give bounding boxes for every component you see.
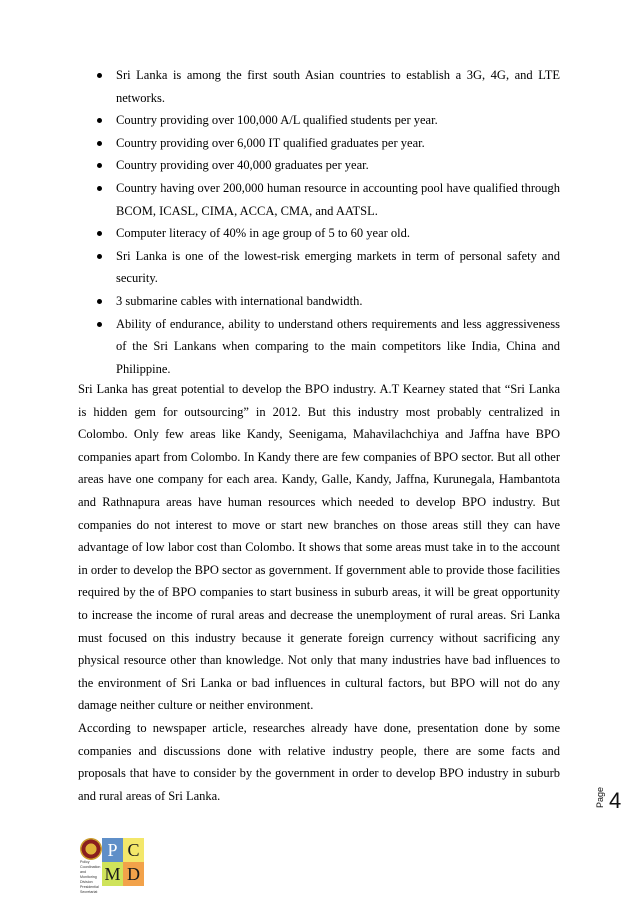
bullet-text: Country having over 200,000 human resource in accounting pool have qualified through BCOM, ICASL, CIMA, ACCA, CMA, and AATSL. [116, 180, 560, 218]
bullet-item [78, 290, 560, 313]
emblem-icon [80, 838, 102, 860]
paragraph: Sri Lanka has great potential to develop the BPO industry. A.T Kearney stated that “Sri Lanka is hidden gem for outsourcing” in 2012. But this industry most probably centralized in Colombo. Only few areas like Kandy, Seenigama, Mahavilachchiya and Jaffna have BPO companies apart from Colombo. In Kandy there are few companies of BPO sector. But all other areas have one company for each area. Kandy, Galle, Kandy, Jaffna, Kurunegala, Hambantota and Rathnapura areas have human resources which needed to develop BPO industry. But companies do not interest to move or start new branches on those areas still they can have advantage of low labor cost than Colombo. It shows that some areas must take in to the account in order to develop the BPO sector as government. If government able to provide those facilities required by the of BPO companies to start business in suburb areas, it will be great opportunity to increase the income of rural areas and decrease the unemployment of rural areas. Sri Lanka must focused on this industry because it generate foreign currency without sacrificing any physical resource other than knowledge. Not only that many industries have bad influences to the environment of Sri Lanka or bad influences in cultural factors, but BPO will not do any damage neither culture or neither environment. [78, 382, 560, 713]
logo-letter-c: C [123, 838, 144, 862]
logo-letter-m: M [102, 862, 123, 886]
logo-letter-p: P [102, 838, 123, 862]
bullet-text: Sri Lanka is among the first south Asian countries to establish a 3G, 4G, and LTE networks. [116, 68, 560, 105]
org-name: Policy Coordination and Monitoring Division Presidential Secretariat [80, 860, 101, 894]
bullet-dot-icon [97, 141, 102, 146]
bullet-dot-icon [97, 299, 102, 304]
bullet-text: Country providing over 6,000 IT qualified graduates per year. [116, 135, 425, 150]
page-label: Page [595, 786, 605, 808]
page-number-value: 4 [609, 788, 622, 813]
bullet-item [78, 245, 560, 290]
bullet-text: Country providing over 40,000 graduates per year. [116, 158, 369, 173]
bullet-item [78, 109, 560, 132]
bullet-dot-icon [97, 186, 102, 191]
bullet-dot-icon [97, 231, 102, 236]
bullet-dot-icon [97, 118, 102, 123]
bullet-item [78, 177, 560, 222]
paragraph: According to newspaper article, researches already have done, presentation done by some companies and discussions done with relative industry people, there are some facts and proposals that have to consider by the government in order to develop BPO industry in suburb and rural areas of Sri Lanka. [78, 720, 560, 803]
bullet-text: Ability of endurance, ability to understand others requirements and less aggressiveness of the Sri Lankans when comparing to the main competitors like India, China and Philippine. [116, 316, 560, 376]
bullet-text: 3 submarine cables with international bandwidth. [116, 293, 363, 308]
bullet-text: Computer literacy of 40% in age group of 5 to 60 year old. [116, 226, 411, 241]
bullet-text: Country providing over 100,000 A/L qualified students per year. [116, 113, 438, 128]
bullet-dot-icon [97, 73, 102, 78]
bullet-item [78, 64, 560, 109]
bullet-list [78, 64, 560, 380]
bullet-item [78, 154, 560, 177]
pcmd-logo [80, 838, 162, 894]
bullet-dot-icon [97, 163, 102, 168]
bullet-text: Sri Lanka is one of the lowest-risk emerging markets in term of personal safety and security. [116, 248, 560, 286]
page-number [589, 788, 625, 824]
bullet-item [78, 222, 560, 245]
logo-letter-d: D [123, 862, 144, 886]
bullet-dot-icon [97, 254, 102, 259]
body-text [78, 378, 560, 807]
bullet-dot-icon [97, 322, 102, 327]
bullet-item [78, 313, 560, 381]
bullet-item [78, 132, 560, 155]
